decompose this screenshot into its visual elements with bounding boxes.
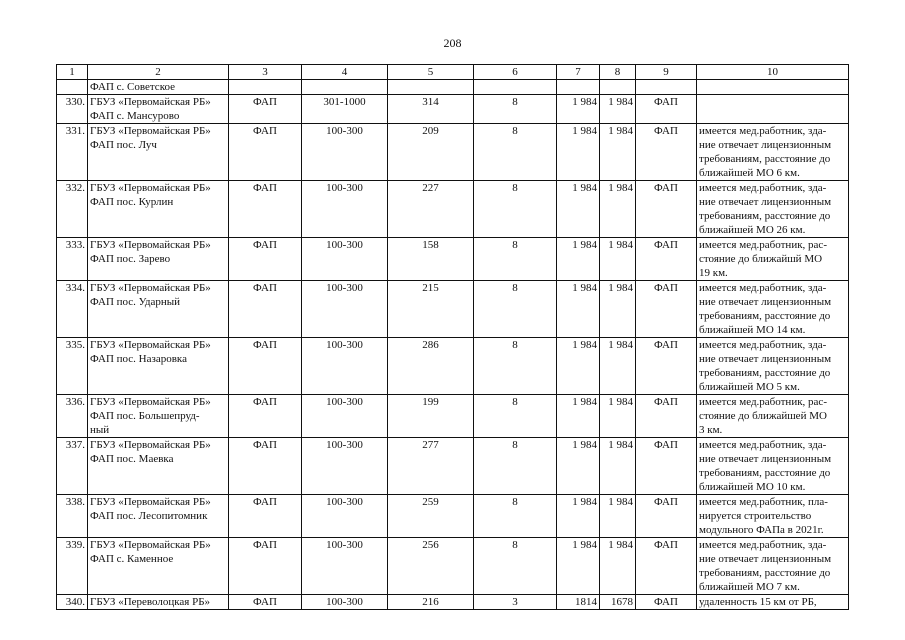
- table-row: [57, 538, 849, 595]
- population-range: 100-300: [302, 538, 388, 595]
- header-row: [57, 65, 849, 80]
- population-range: 100-300: [302, 338, 388, 395]
- column-9-type: ФАП: [636, 281, 697, 338]
- column-8-year: 1678: [600, 595, 636, 610]
- table-row: [57, 438, 849, 495]
- population-range: 301-1000: [302, 95, 388, 124]
- row-number: 335.: [57, 338, 88, 395]
- column-7-year: 1 984: [557, 538, 600, 595]
- column-7-year: 1 984: [557, 495, 600, 538]
- note-text: имеется мед.работник, зда- ние отвечает лицензионным требованиям, расстояние до ближайшей МО 5 км.: [697, 338, 849, 395]
- column-6-value: 8: [474, 281, 557, 338]
- facility-name: ГБУЗ «Первомайская РБ» ФАП пос. Маевка: [88, 438, 229, 495]
- row-number: 340.: [57, 595, 88, 610]
- column-9-type: ФАП: [636, 338, 697, 395]
- note-text: [697, 80, 849, 95]
- column-6-value: 8: [474, 538, 557, 595]
- column-6-value: 8: [474, 438, 557, 495]
- header-cell: 5: [388, 65, 474, 80]
- population-value: 215: [388, 281, 474, 338]
- facility-type: ФАП: [229, 338, 302, 395]
- column-7-year: 1 984: [557, 395, 600, 438]
- header-cell: 4: [302, 65, 388, 80]
- column-8-year: 1 984: [600, 495, 636, 538]
- column-8-year: 1 984: [600, 395, 636, 438]
- note-text: имеется мед.работник, зда- ние отвечает лицензионным требованиям, расстояние до ближайшей МО 7 км.: [697, 538, 849, 595]
- column-6-value: 8: [474, 95, 557, 124]
- row-number: 339.: [57, 538, 88, 595]
- column-8-year: 1 984: [600, 95, 636, 124]
- header-cell: 9: [636, 65, 697, 80]
- column-7-year: 1 984: [557, 181, 600, 238]
- population-value: [388, 80, 474, 95]
- table-row: [57, 95, 849, 124]
- facilities-table: [56, 64, 849, 610]
- column-9-type: ФАП: [636, 395, 697, 438]
- row-number: 331.: [57, 124, 88, 181]
- population-value: 199: [388, 395, 474, 438]
- facility-type: ФАП: [229, 181, 302, 238]
- column-8-year: 1 984: [600, 438, 636, 495]
- column-6-value: 8: [474, 238, 557, 281]
- column-6-value: 8: [474, 181, 557, 238]
- facility-name: ГБУЗ «Первомайская РБ» ФАП пос. Курлин: [88, 181, 229, 238]
- column-7-year: 1 984: [557, 238, 600, 281]
- column-8-year: 1 984: [600, 181, 636, 238]
- facility-name: ГБУЗ «Первомайская РБ» ФАП пос. Большепруд- ный: [88, 395, 229, 438]
- row-number: 336.: [57, 395, 88, 438]
- population-range: 100-300: [302, 438, 388, 495]
- note-text: удаленность 15 км от РБ,: [697, 595, 849, 610]
- facility-type: ФАП: [229, 238, 302, 281]
- table-row: [57, 395, 849, 438]
- column-9-type: ФАП: [636, 181, 697, 238]
- facility-name: ГБУЗ «Первомайская РБ» ФАП пос. Лесопитомник: [88, 495, 229, 538]
- column-6-value: 8: [474, 495, 557, 538]
- header-cell: 10: [697, 65, 849, 80]
- header-cell: 7: [557, 65, 600, 80]
- column-9-type: ФАП: [636, 438, 697, 495]
- row-number: [57, 80, 88, 95]
- facility-name: ФАП с. Советское: [88, 80, 229, 95]
- column-8-year: 1 984: [600, 124, 636, 181]
- population-value: 286: [388, 338, 474, 395]
- table-row: [57, 238, 849, 281]
- column-7-year: 1 984: [557, 338, 600, 395]
- column-7-year: [557, 80, 600, 95]
- population-value: 256: [388, 538, 474, 595]
- column-8-year: 1 984: [600, 338, 636, 395]
- table-row: [57, 124, 849, 181]
- population-range: 100-300: [302, 495, 388, 538]
- population-value: 227: [388, 181, 474, 238]
- facility-type: ФАП: [229, 395, 302, 438]
- column-6-value: 3: [474, 595, 557, 610]
- facility-type: ФАП: [229, 124, 302, 181]
- note-text: имеется мед.работник, пла- нируется строительство модульного ФАПа в 2021г.: [697, 495, 849, 538]
- column-9-type: ФАП: [636, 495, 697, 538]
- column-7-year: 1 984: [557, 124, 600, 181]
- population-range: 100-300: [302, 395, 388, 438]
- population-value: 209: [388, 124, 474, 181]
- column-6-value: 8: [474, 395, 557, 438]
- note-text: [697, 95, 849, 124]
- note-text: имеется мед.работник, зда- ние отвечает лицензионным требованиям, расстояние до ближайшей МО 10 км.: [697, 438, 849, 495]
- table-row: [57, 281, 849, 338]
- facility-type: ФАП: [229, 95, 302, 124]
- header-cell: 1: [57, 65, 88, 80]
- facility-name: ГБУЗ «Первомайская РБ» ФАП с. Каменное: [88, 538, 229, 595]
- facility-type: ФАП: [229, 438, 302, 495]
- population-range: 100-300: [302, 281, 388, 338]
- header-cell: 3: [229, 65, 302, 80]
- header-cell: 6: [474, 65, 557, 80]
- column-8-year: 1 984: [600, 281, 636, 338]
- row-number: 337.: [57, 438, 88, 495]
- column-9-type: ФАП: [636, 124, 697, 181]
- table-row: [57, 338, 849, 395]
- column-7-year: 1 984: [557, 95, 600, 124]
- facility-type: [229, 80, 302, 95]
- facility-type: ФАП: [229, 595, 302, 610]
- table-row: [57, 495, 849, 538]
- table-row: [57, 80, 849, 95]
- population-value: 158: [388, 238, 474, 281]
- column-9-type: ФАП: [636, 238, 697, 281]
- row-number: 330.: [57, 95, 88, 124]
- header-cell: 2: [88, 65, 229, 80]
- table-row: [57, 595, 849, 610]
- population-range: [302, 80, 388, 95]
- table-row: [57, 181, 849, 238]
- column-7-year: 1 984: [557, 438, 600, 495]
- facility-name: ГБУЗ «Переволоцкая РБ»: [88, 595, 229, 610]
- row-number: 338.: [57, 495, 88, 538]
- facility-type: ФАП: [229, 538, 302, 595]
- population-value: 277: [388, 438, 474, 495]
- column-9-type: ФАП: [636, 538, 697, 595]
- note-text: имеется мед.работник, зда- ние отвечает лицензионным требованиям, расстояние до ближайшей МО 6 км.: [697, 124, 849, 181]
- note-text: имеется мед.работник, рас- стояние до ближайшй МО 19 км.: [697, 238, 849, 281]
- column-7-year: 1814: [557, 595, 600, 610]
- column-6-value: 8: [474, 124, 557, 181]
- population-value: 259: [388, 495, 474, 538]
- column-9-type: ФАП: [636, 95, 697, 124]
- population-range: 100-300: [302, 124, 388, 181]
- note-text: имеется мед.работник, рас- стояние до ближайшей МО 3 км.: [697, 395, 849, 438]
- facility-name: ГБУЗ «Первомайская РБ» ФАП пос. Назаровка: [88, 338, 229, 395]
- facility-name: ГБУЗ «Первомайская РБ» ФАП пос. Зарево: [88, 238, 229, 281]
- column-7-year: 1 984: [557, 281, 600, 338]
- column-8-year: 1 984: [600, 238, 636, 281]
- population-value: 314: [388, 95, 474, 124]
- population-range: 100-300: [302, 238, 388, 281]
- population-range: 100-300: [302, 181, 388, 238]
- column-6-value: 8: [474, 338, 557, 395]
- population-value: 216: [388, 595, 474, 610]
- row-number: 332.: [57, 181, 88, 238]
- row-number: 334.: [57, 281, 88, 338]
- row-number: 333.: [57, 238, 88, 281]
- note-text: имеется мед.работник, зда- ние отвечает лицензионным требованиям, расстояние до ближайшей МО 14 км.: [697, 281, 849, 338]
- facility-type: ФАП: [229, 281, 302, 338]
- column-9-type: ФАП: [636, 595, 697, 610]
- column-9-type: [636, 80, 697, 95]
- column-8-year: 1 984: [600, 538, 636, 595]
- page-number: 208: [443, 36, 462, 50]
- facility-name: ГБУЗ «Первомайская РБ» ФАП пос. Ударный: [88, 281, 229, 338]
- facility-name: ГБУЗ «Первомайская РБ» ФАП пос. Луч: [88, 124, 229, 181]
- note-text: имеется мед.работник, зда- ние отвечает лицензионным требованиям, расстояние до ближайшей МО 26 км.: [697, 181, 849, 238]
- facility-type: ФАП: [229, 495, 302, 538]
- column-8-year: [600, 80, 636, 95]
- facility-name: ГБУЗ «Первомайская РБ» ФАП с. Мансурово: [88, 95, 229, 124]
- population-range: 100-300: [302, 595, 388, 610]
- header-cell: 8: [600, 65, 636, 80]
- column-6-value: [474, 80, 557, 95]
